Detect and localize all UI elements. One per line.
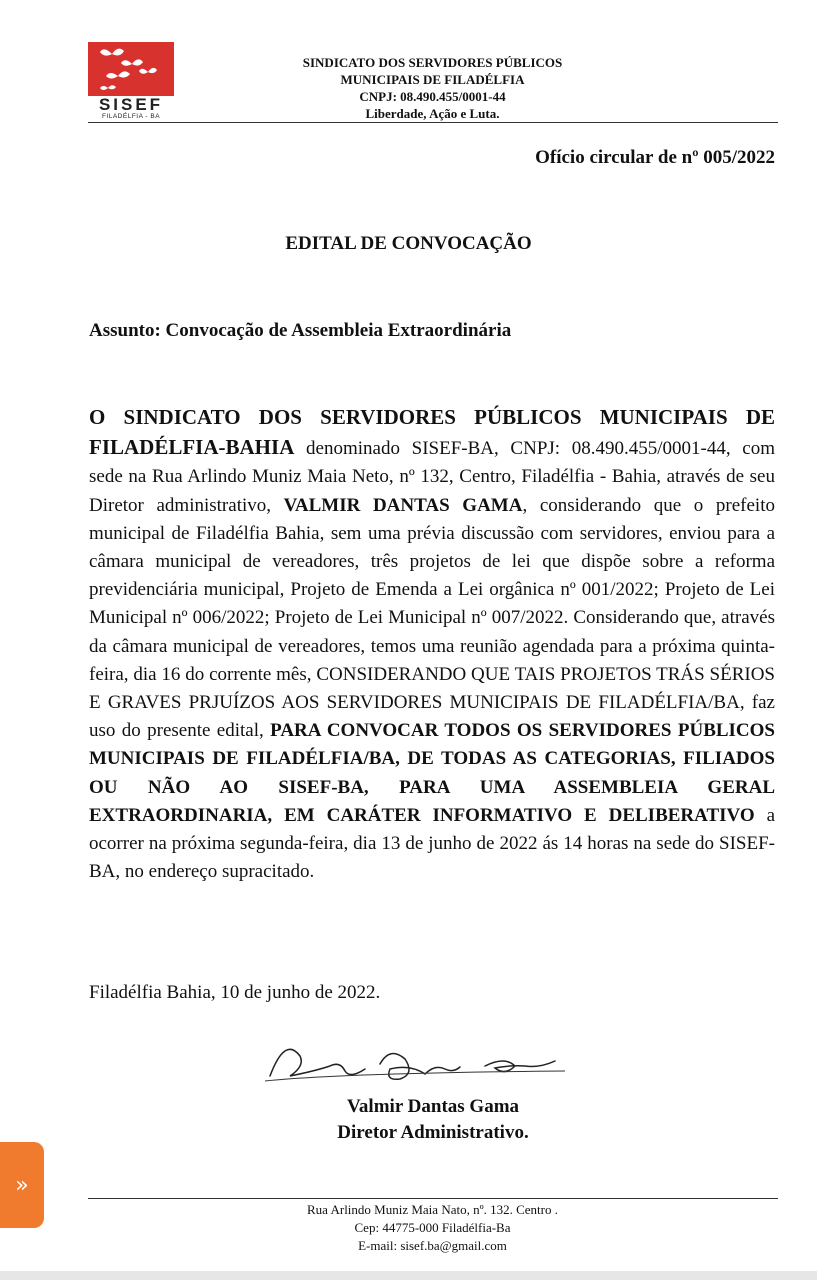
footer <box>0 1201 817 1255</box>
letterhead-line-1: SINDICATO DOS SERVIDORES PÚBLICOS <box>302 55 563 70</box>
signer-name: Valmir Dantas Gama <box>346 1096 520 1117</box>
sisef-logo <box>88 42 176 122</box>
body-text-2: , considerando que o prefeito municipal de Filadélfia Bahia, sem uma prévia discussão com servidores, enviou para a câmara municipal de vereadores, três projetos de lei que dispõe sobre a reforma previdenciária municipal, Projeto de Emenda a Lei orgânica nº 001/2022; Projeto de Lei Municipal nº 006/2022; Projeto de Lei Municipal nº 007/2022. Considerando que, através da câmara municipal de vereadores, temos uma reunião agendada para a próxima quinta-feira, dia 16 do corrente mês, CONSIDERANDO QUE TAIS PROJETOS TRÁS SÉRIOS E GRAVES PRJUÍZOS AOS SERVIDORES MUNICIPAIS DE FILADÉLFIA/BA, faz uso do presente edital, <box>89 494 775 742</box>
body-director-name: VALMIR DANTAS GAMA <box>283 494 523 516</box>
signer-block <box>323 1094 543 1146</box>
bottom-edge-bar <box>0 1271 817 1280</box>
header-divider <box>88 122 778 123</box>
body-text-3: a ocorrer na próxima segunda-feira, dia 13 de junho de 2022 ás 14 horas na sede do SISEF-BA, no endereço supracitado. <box>89 804 776 883</box>
place-date: Filadélfia Bahia, 10 de junho de 2022. <box>89 982 381 1003</box>
body-text-1: denominado SISEF-BA, CNPJ: 08.490.455/0001-44, com sede na Rua Arlindo Muniz Maia Neto, nº 132, Centro, Filadélfia - Bahia, através de seu Diretor administrativo, <box>89 438 775 516</box>
footer-address: Rua Arlindo Muniz Maia Nato, nº. 132. Centro . <box>307 1202 558 1217</box>
letterhead-line-2: MUNICIPAIS DE FILADÉLFIA <box>340 72 525 87</box>
footer-divider <box>88 1198 778 1199</box>
body-union-name: O SINDICATO DOS SERVIDORES PÚBLICOS MUNICIPAIS DE FILADÉLFIA-BAHIA <box>89 405 775 460</box>
signer-role: Diretor Administrativo. <box>337 1122 529 1143</box>
footer-email: E-mail: sisef.ba@gmail.com <box>358 1238 507 1253</box>
letterhead <box>200 54 665 122</box>
logo-text: SISEF <box>98 95 164 114</box>
body-paragraph <box>89 403 775 886</box>
document-title: EDITAL DE CONVOCAÇÃO <box>285 233 532 254</box>
logo-subtext: FILADÉLFIA - BA <box>101 113 161 120</box>
oficio-number: Ofício circular de nº 005/2022 <box>535 147 775 168</box>
body-convocation: PARA CONVOCAR TODOS OS SERVIDORES PÚBLICOS MUNICIPAIS DE FILADÉLFIA/BA, DE TODAS AS CATEGORIAS, FILIADOS OU NÃO AO SISEF-BA, PARA UMA ASSEMBLEIA GERAL EXTRAORDINARIA, EM CARÁTER INFORMATIVO E DELIBERATIVO <box>89 720 775 826</box>
butterflies-logo-icon <box>88 42 174 96</box>
double-chevron-right-icon: » <box>15 1172 29 1198</box>
letterhead-motto: Liberdade, Ação e Luta. <box>365 106 500 121</box>
letterhead-cnpj: CNPJ: 08.490.455/0001-44 <box>359 89 506 104</box>
subject-line: Assunto: Convocação de Assembleia Extraordinária <box>89 320 512 341</box>
handwritten-signature <box>260 1036 580 1094</box>
footer-cep: Cep: 44775-000 Filadélfia-Ba <box>354 1220 511 1235</box>
